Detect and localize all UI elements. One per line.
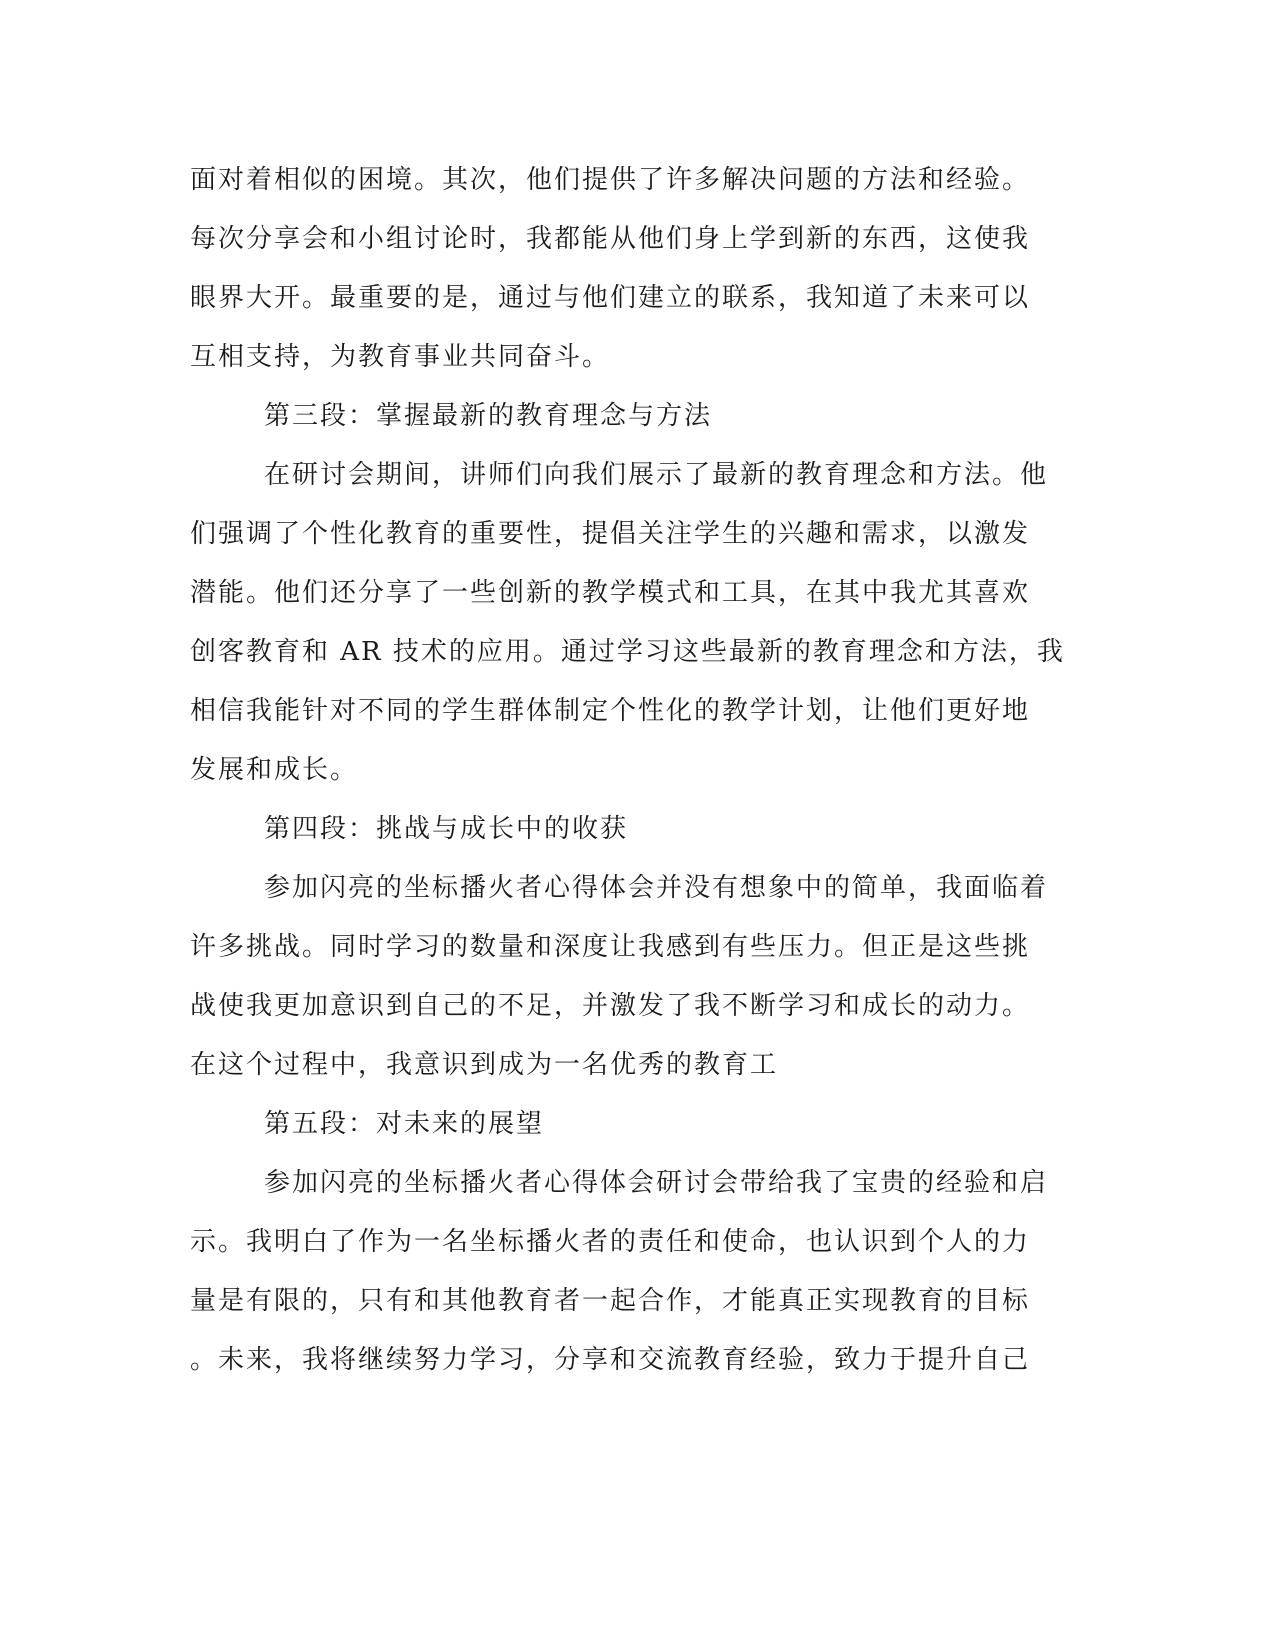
text-line: 。未来，我将继续努力学习，分享和交流教育经验，致力于提升自己 [190,1345,1031,1375]
text-line: 发展和成长。 [190,755,359,785]
text-line: 创客教育和 AR 技术的应用。通过学习这些最新的教育理念和方法，我 [190,637,1065,667]
text-line: 面对着相似的困境。其次，他们提供了许多解决问题的方法和经验。 [190,165,1031,195]
section-heading: 第五段：对未来的展望 [264,1109,545,1139]
text-line: 参加闪亮的坐标播火者心得体会研讨会带给我了宝贵的经验和启 [264,1168,1049,1198]
text-line: 们强调了个性化教育的重要性，提倡关注学生的兴趣和需求，以激发 [190,519,1031,549]
text-line: 每次分享会和小组讨论时，我都能从他们身上学到新的东西，这使我 [190,224,1031,254]
text-line: 示。我明白了作为一名坐标播火者的责任和使命，也认识到个人的力 [190,1227,1031,1257]
text-line: 许多挑战。同时学习的数量和深度让我感到有些压力。但正是这些挑 [190,932,1031,962]
text-line: 参加闪亮的坐标播火者心得体会并没有想象中的简单，我面临着 [264,873,1049,903]
text-line: 在研讨会期间，讲师们向我们展示了最新的教育理念和方法。他 [264,460,1049,490]
section-heading: 第三段：掌握最新的教育理念与方法 [264,401,713,431]
text-line: 眼界大开。最重要的是，通过与他们建立的联系，我知道了未来可以 [190,283,1031,313]
text-line: 潜能。他们还分享了一些创新的教学模式和工具，在其中我尤其喜欢 [190,578,1031,608]
section-heading: 第四段：挑战与成长中的收获 [264,814,629,844]
text-line: 相信我能针对不同的学生群体制定个性化的教学计划，让他们更好地 [190,696,1031,726]
text-line: 战使我更加意识到自己的不足，并激发了我不断学习和成长的动力。 [190,991,1031,1021]
text-line: 互相支持，为教育事业共同奋斗。 [190,342,611,372]
text-line: 在这个过程中，我意识到成为一名优秀的教育工 [190,1050,779,1080]
text-line: 量是有限的，只有和其他教育者一起合作，才能真正实现教育的目标 [190,1286,1031,1316]
